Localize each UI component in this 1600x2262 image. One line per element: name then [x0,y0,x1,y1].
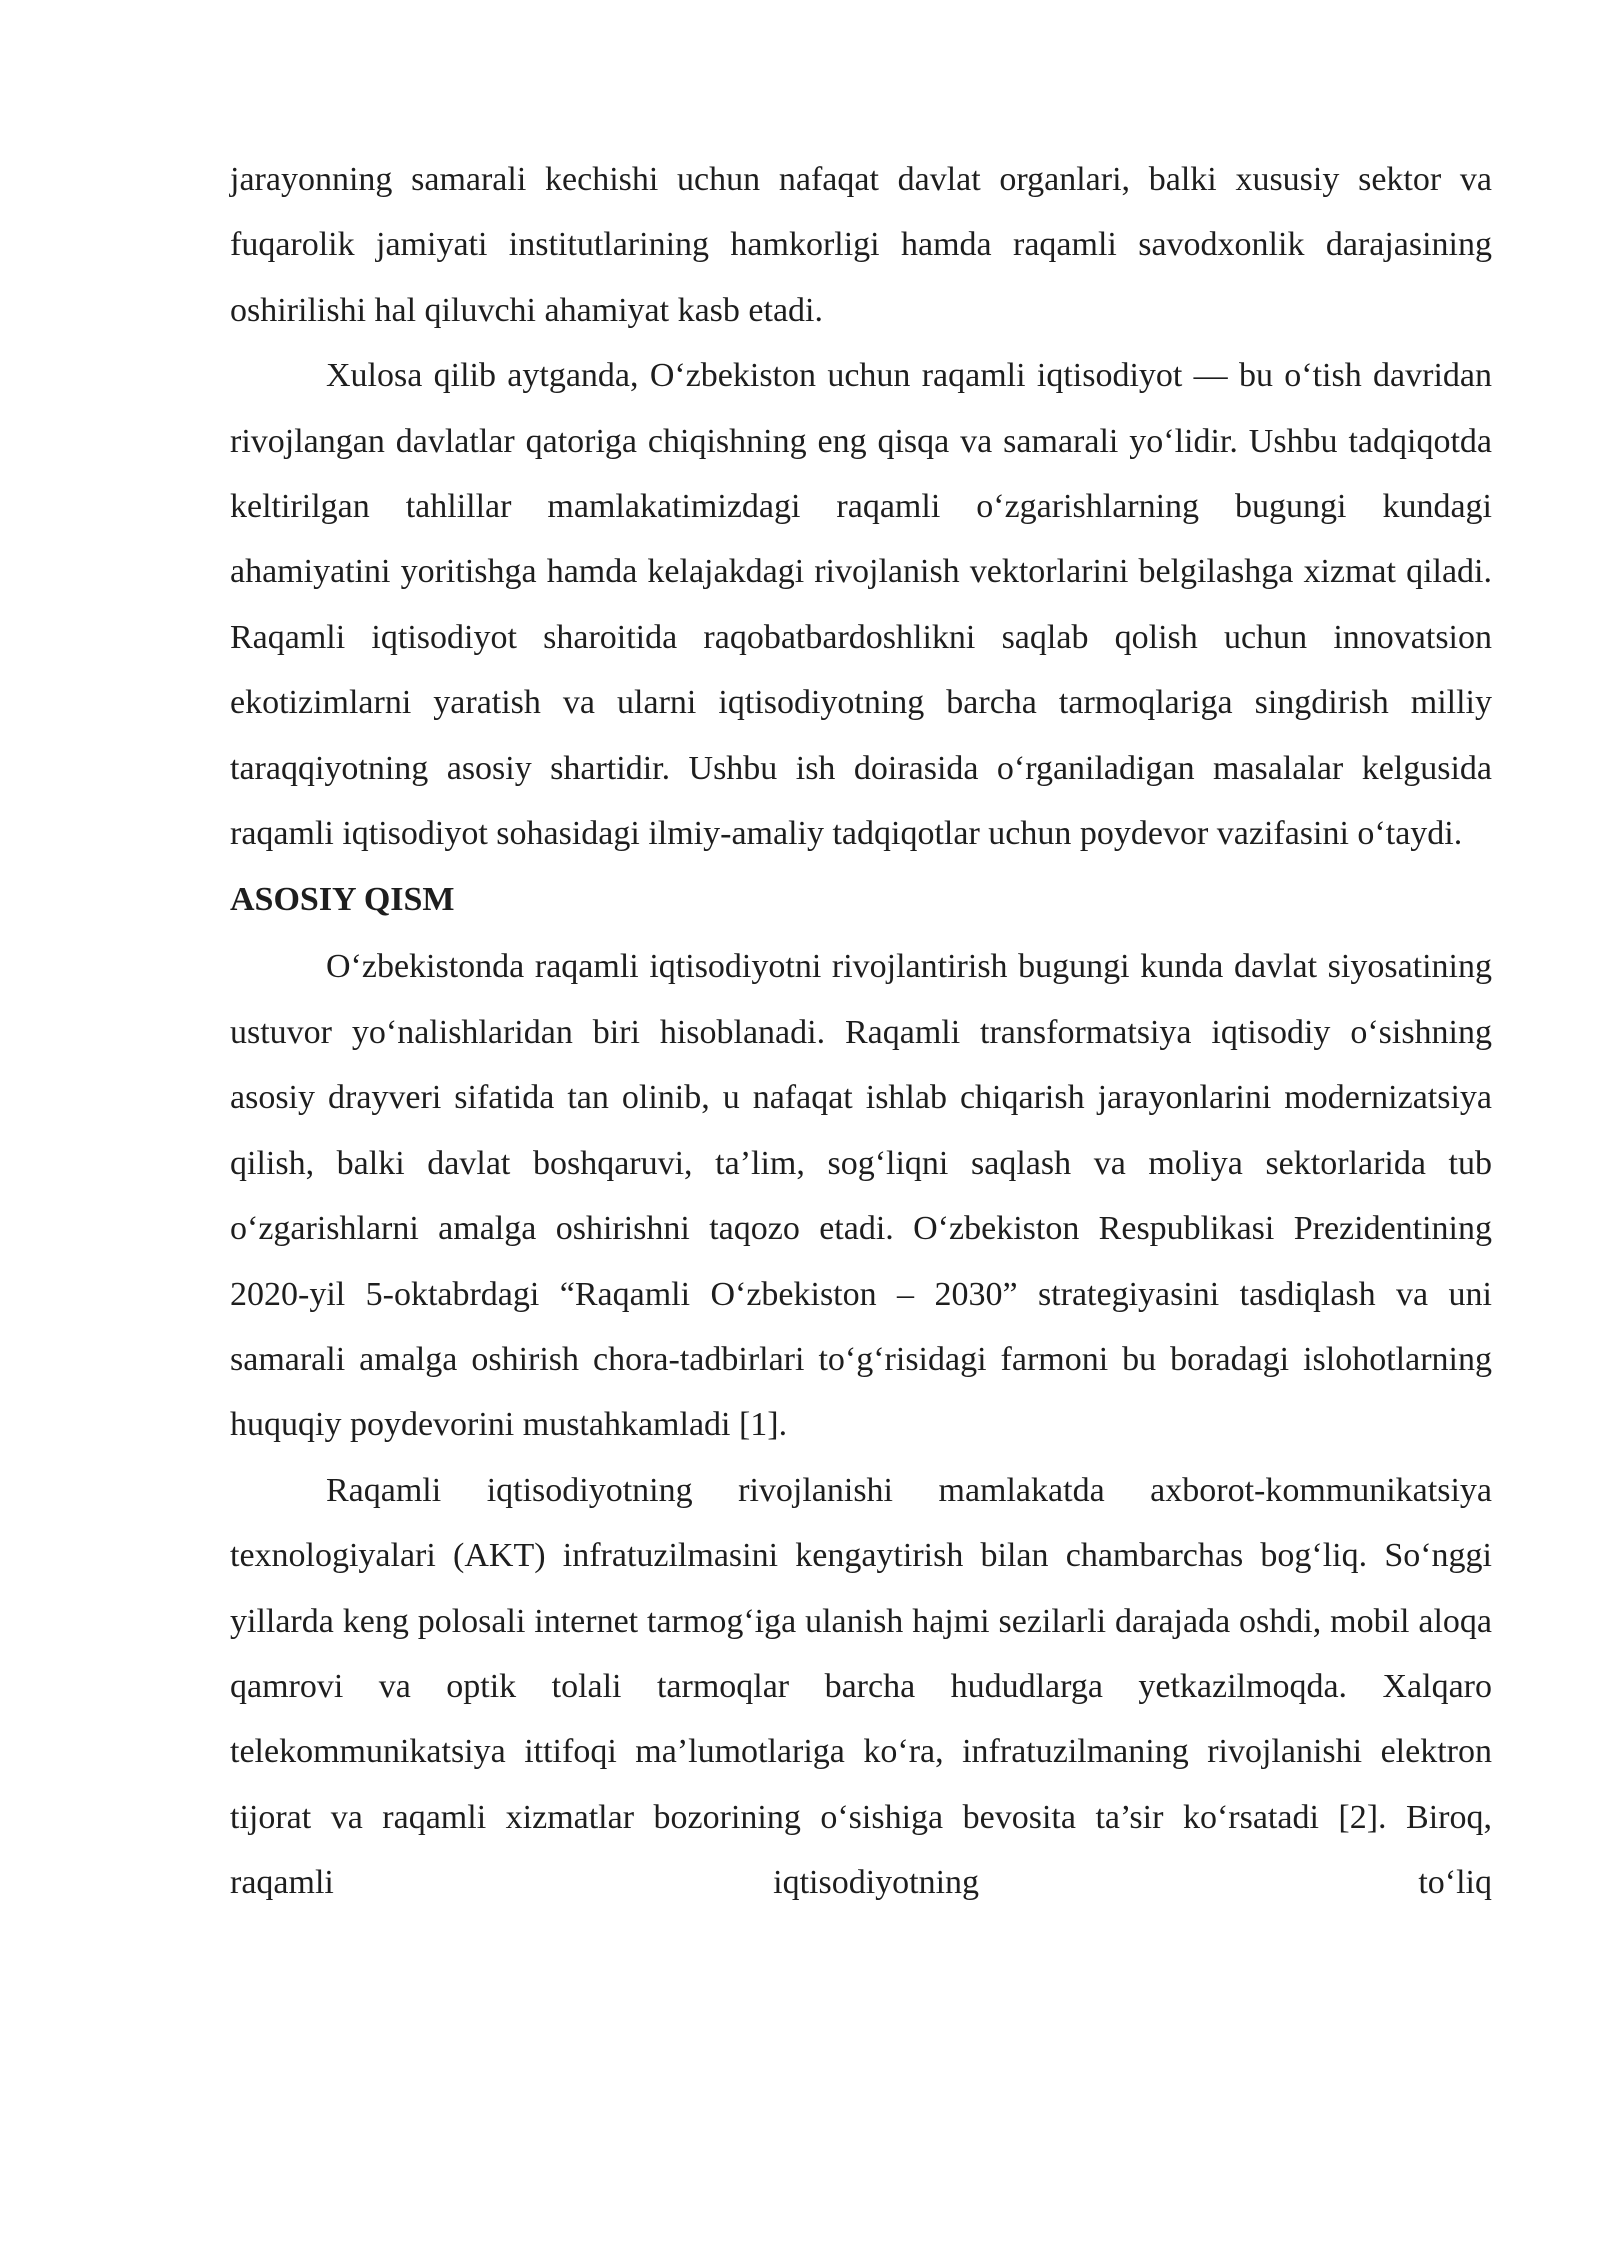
paragraph-continuation: jarayonning samarali kechishi uchun nafaqat davlat organlari, balki xususiy sektor va fuqarolik jamiyati institutlarining hamkorligi hamda raqamli savodxonlik darajasining oshirilishi hal qiluvchi ahamiyat kasb etadi. [230,161,1492,329]
document-body [230,147,1492,1916]
paragraph-main-1: O‘zbekistonda raqamli iqtisodiyotni rivojlantirish bugungi kunda davlat siyosatining ustuvor yo‘nalishlaridan biri hisoblanadi. Raqamli transformatsiya iqtisodiy o‘sishning asosiy drayveri sifatida tan olinib, u nafaqat ishlab chiqarish jarayonlarini modernizatsiya qilish, balki davlat boshqaruvi, ta’lim, sog‘liqni saqlash va moliya sektorlarida tub o‘zgarishlarni amalga oshirishni taqozo etadi. O‘zbekiston Respublikasi Prezidentining 2020-yil 5-oktabrdagi “Raqamli O‘zbekiston – 2030” strategiyasini tasdiqlash va uni samarali amalga oshirish chora-tadbirlari to‘g‘risidagi farmoni bu boradagi islohotlarning huquqiy poydevorini mustahkamladi [1]. [230,948,1492,1444]
paragraph-conclusion: Xulosa qilib aytganda, O‘zbekiston uchun raqamli iqtisodiyot — bu o‘tish davridan rivojlangan davlatlar qatoriga chiqishning eng qisqa va samarali yo‘lidir. Ushbu tadqiqotda keltirilgan tahlillar mamlakatimizdagi raqamli o‘zgarishlarning bugungi kundagi ahamiyatini yoritishga hamda kelajakdagi rivojlanish vektorlarini belgilashga xizmat qiladi. Raqamli iqtisodiyot sharoitida raqobatbardoshlikni saqlab qolish uchun innovatsion ekotizimlarni yaratish va ularni iqtisodiyotning barcha tarmoqlariga singdirish milliy taraqqiyotning asosiy shartidir. Ushbu ish doirasida o‘rganiladigan masalalar kelgusida raqamli iqtisodiyot sohasidagi ilmiy-amaliy tadqiqotlar uchun poydevor vazifasini o‘taydi. [230,357,1492,853]
paragraph-main-2: Raqamli iqtisodiyotning rivojlanishi mamlakatda axborot-kommunikatsiya texnologiyalari (AKT) infratuzilmasini kengaytirish bilan chambarchas bog‘liq. So‘nggi yillarda keng polosali internet tarmog‘iga ulanish hajmi sezilarli darajada oshdi, mobil aloqa qamrovi va optik tolali tarmoqlar barcha hududlarga yetkazilmoqda. Xalqaro telekommunikatsiya ittifoqi ma’lumotlariga ko‘ra, infratuzilmaning rivojlanishi elektron tijorat va raqamli xizmatlar bozorining o‘sishiga bevosita ta’sir ko‘rsatadi [2]. Biroq, raqamli iqtisodiyotning to‘liq [230,1471,1492,1902]
section-heading: ASOSIY QISM [230,881,455,919]
